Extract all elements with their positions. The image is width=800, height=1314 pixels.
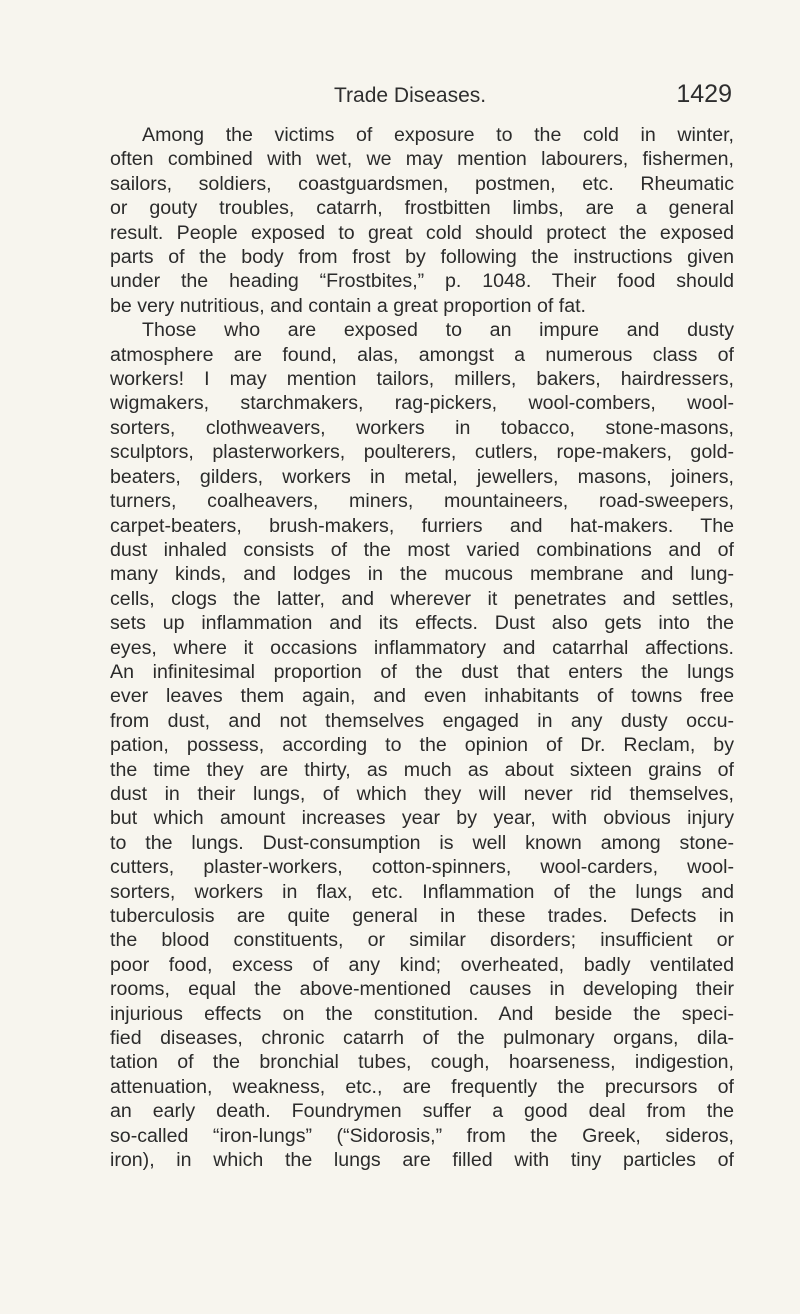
text-line: attenuation, weakness, etc., are frequently the precursors of: [110, 1075, 734, 1098]
text-line: dust inhaled consists of the most varied combinations and of: [110, 538, 734, 561]
text-line: many kinds, and lodges in the mucous membrane and lung-: [110, 563, 734, 586]
body-text: [110, 123, 734, 1172]
text-line: sorters, clothweavers, workers in tobacco, stone-masons,: [110, 416, 734, 439]
text-line: tation of the bronchial tubes, cough, hoarseness, indigestion,: [110, 1051, 734, 1074]
text-line: atmosphere are found, alas, amongst a numerous class of: [110, 343, 734, 366]
running-title: Trade Diseases.: [334, 84, 487, 107]
text-line: under the heading “Frostbites,” p. 1048. Their food should: [110, 270, 734, 293]
text-line: cutters, plaster-workers, cotton-spinners, wool-carders, wool-: [110, 856, 734, 879]
text-line: or gouty troubles, catarrh, frostbitten limbs, are a general: [110, 197, 734, 220]
text-line: sculptors, plasterworkers, poulterers, cutlers, rope-makers, gold-: [110, 441, 734, 464]
text-line: fied diseases, chronic catarrh of the pulmonary organs, dila-: [110, 1027, 734, 1050]
running-head: [112, 80, 732, 114]
text-line: so-called “iron-lungs” (“Sidorosis,” from the Greek, sideros,: [110, 1124, 734, 1147]
text-line: An infinitesimal proportion of the dust that enters the lungs: [110, 660, 734, 683]
text-line: injurious effects on the constitution. And beside the speci-: [110, 1002, 734, 1025]
text-line: pation, possess, according to the opinion of Dr. Reclam, by: [110, 734, 734, 757]
text-line: ever leaves them again, and even inhabitants of towns free: [110, 685, 734, 708]
text-line: rooms, equal the above-mentioned causes in developing their: [110, 978, 734, 1001]
text-line: be very nutritious, and contain a great proportion of fat.: [110, 294, 586, 317]
page-number: 1429: [676, 80, 732, 108]
text-line: parts of the body from frost by following the instructions given: [110, 246, 734, 269]
text-line: sets up inflammation and its effects. Dust also gets into the: [110, 612, 734, 635]
text-line: tuberculosis are quite general in these trades. Defects in: [110, 905, 734, 927]
text-line: poor food, excess of any kind; overheated, badly ventilated: [110, 953, 734, 976]
text-line: dust in their lungs, of which they will never rid themselves,: [110, 782, 734, 805]
text-line: sorters, workers in flax, etc. Inflammation of the lungs and: [110, 880, 734, 903]
text-line: beaters, gilders, workers in metal, jewellers, masons, joiners,: [110, 465, 734, 488]
text-line: to the lungs. Dust-consumption is well known among stone-: [110, 831, 734, 854]
text-line: carpet-beaters, brush-makers, furriers and hat-makers. The: [110, 514, 734, 537]
text-line: result. People exposed to great cold should protect the exposed: [110, 221, 734, 244]
text-line: Among the victims of exposure to the cold in winter,: [142, 124, 734, 146]
text-line: eyes, where it occasions inflammatory and catarrhal affections.: [110, 636, 734, 659]
text-line: turners, coalheavers, miners, mountaineers, road-sweepers,: [110, 490, 734, 513]
text-line: the blood constituents, or similar disorders; insufficient or: [110, 929, 734, 952]
paragraph: [110, 318, 734, 1172]
text-line: iron), in which the lungs are filled with tiny particles of: [110, 1149, 734, 1172]
text-line: but which amount increases year by year, with obvious injury: [110, 807, 734, 830]
text-line: from dust, and not themselves engaged in any dusty occu-: [110, 709, 734, 732]
paragraph: [110, 123, 734, 318]
text-line: workers! I may mention tailors, millers, bakers, hairdressers,: [110, 368, 734, 391]
text-line: Those who are exposed to an impure and dusty: [142, 319, 734, 342]
text-line: sailors, soldiers, coastguardsmen, postmen, etc. Rheumatic: [110, 172, 734, 195]
text-line: cells, clogs the latter, and wherever it penetrates and settles,: [110, 587, 734, 610]
text-line: often combined with wet, we may mention labourers, fishermen,: [110, 148, 734, 171]
text-line: the time they are thirty, as much as about sixteen grains of: [110, 758, 734, 781]
text-line: an early death. Foundrymen suffer a good deal from the: [110, 1100, 734, 1123]
text-line: wigmakers, starchmakers, rag-pickers, wool-combers, wool-: [110, 392, 734, 415]
